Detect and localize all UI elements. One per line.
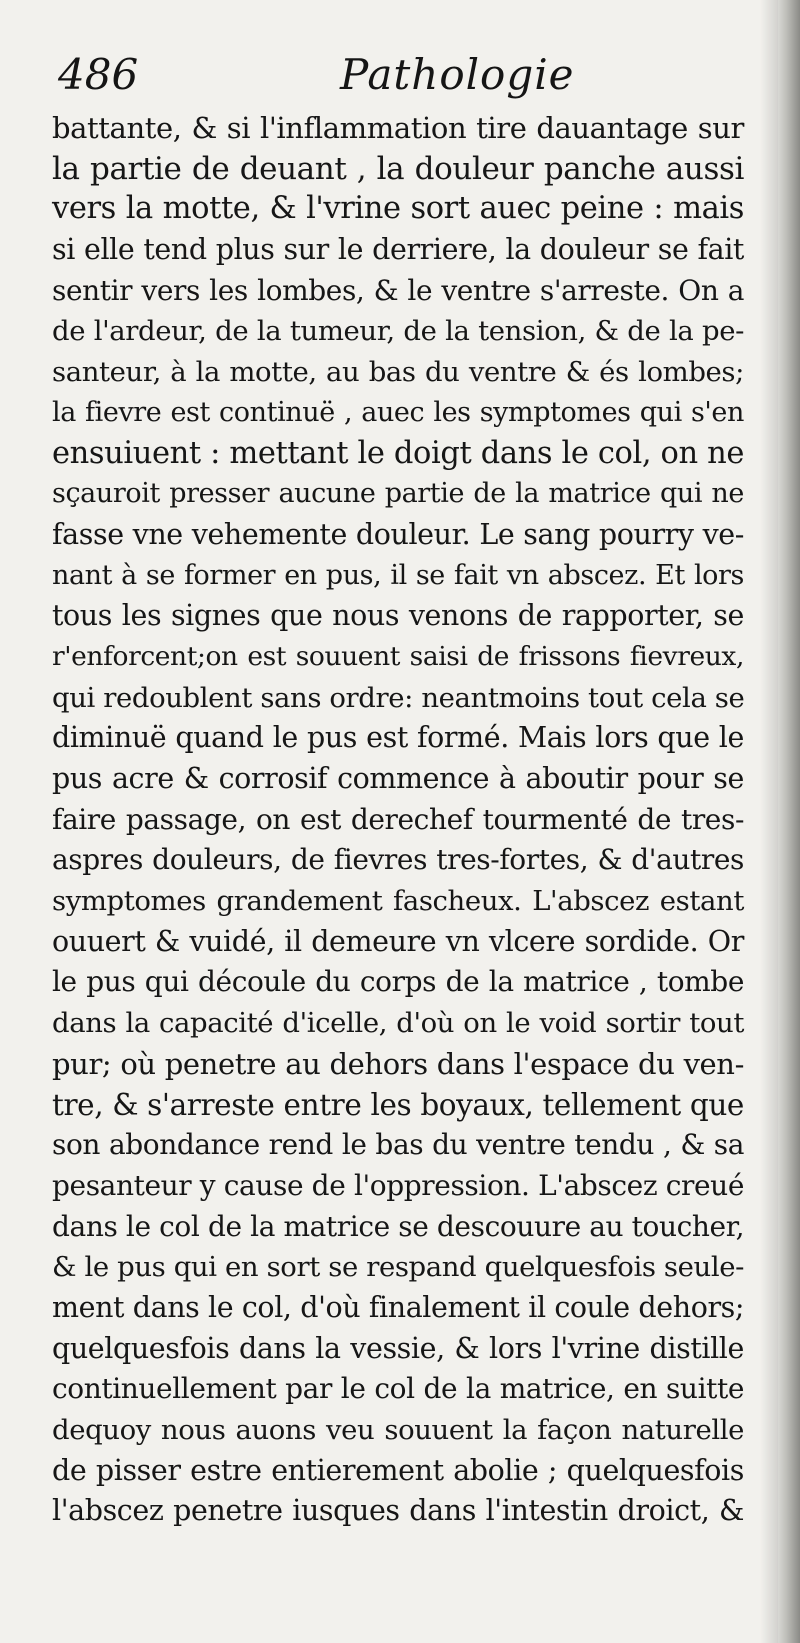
text-line: r'enforcent;on est souuent saisi de frissons fievreux, [52, 640, 744, 672]
text-line: qui redoublent sans ordre: neantmoins tout cela se [52, 681, 745, 714]
text-line: diminuë quand le pus est formé. Mais lors que le [52, 721, 744, 755]
text-line: nant à se former en pus, il se fait vn abscez. Et lors [52, 559, 744, 591]
text-line: tous les signes que nous venons de rapporter, se [52, 599, 744, 633]
text-line: battante, & si l'inflammation tire dauantage sur [52, 111, 744, 145]
text-line: pesanteur y cause de l'oppression. L'abscez creué [52, 1168, 744, 1202]
text-line: dans le col de la matrice se descouure au toucher, [52, 1209, 745, 1243]
text-line: & le pus qui en sort se respand quelquesfois seule- [52, 1251, 744, 1284]
text-line: santeur, à la motte, au bas du ventre & és lombes; [52, 356, 744, 389]
text-line: sçauroit presser aucune partie de la matrice qui ne [52, 478, 744, 510]
page-header [0, 50, 760, 104]
text-line: quelquesfois dans la vessie, & lors l'vrine distille [52, 1331, 744, 1365]
page-edge [778, 0, 800, 1643]
text-line: dequoy nous auons veu souuent la façon naturelle [52, 1414, 744, 1446]
text-line: le pus qui découle du corps de la matrice , tombe [52, 965, 744, 999]
text-line: sentir vers les lombes, & le ventre s'arreste. On a [52, 273, 744, 307]
text-line: faire passage, on est derechef tourmenté de tres- [52, 802, 744, 836]
text-line: symptomes grandement fascheux. L'abscez estant [52, 885, 744, 918]
text-line: pur; où penetre au dehors dans l'espace du ven- [52, 1046, 744, 1081]
page-number: 486 [58, 50, 139, 99]
text-line: vers la motte, & l'vrine sort auec peine : mais [52, 191, 744, 227]
text-line: la partie de deuant , la douleur panche aussi [52, 150, 744, 187]
text-line: la fievre est continuë , auec les symptomes qui s'en [52, 396, 744, 428]
body-text [52, 108, 744, 1532]
text-line: aspres douleurs, de fievres tres-fortes, & d'autres [52, 843, 744, 877]
text-line: tre, & s'arreste entre les boyaux, tellement que [52, 1087, 744, 1122]
text-line: continuellement par le col de la matrice, en suitte [52, 1372, 744, 1406]
text-line: pus acre & corrosif commence à aboutir pour se [52, 762, 744, 795]
text-line: si elle tend plus sur le derriere, la douleur se fait [52, 233, 744, 267]
text-line: fasse vne vehemente douleur. Le sang pourry ve- [52, 517, 744, 551]
running-title: Pathologie [340, 50, 575, 99]
text-line: ouuert & vuidé, il demeure vn vlcere sordide. Or [52, 924, 744, 958]
text-line: l'abscez penetre iusques dans l'intestin droict, & [52, 1494, 744, 1528]
text-line: son abondance rend le bas du ventre tendu , & sa [52, 1128, 744, 1162]
text-line: de pisser estre entierement abolie ; quelquesfois [52, 1453, 744, 1487]
text-line: ment dans le col, d'où finalement il coule dehors; [52, 1290, 745, 1324]
text-line: dans la capacité d'icelle, d'où on le void sortir tout [52, 1007, 744, 1040]
text-line: de l'ardeur, de la tumeur, de la tension, & de la pe- [52, 315, 744, 348]
text-line: ensuiuent : mettant le doigt dans le col, on ne [52, 435, 744, 471]
